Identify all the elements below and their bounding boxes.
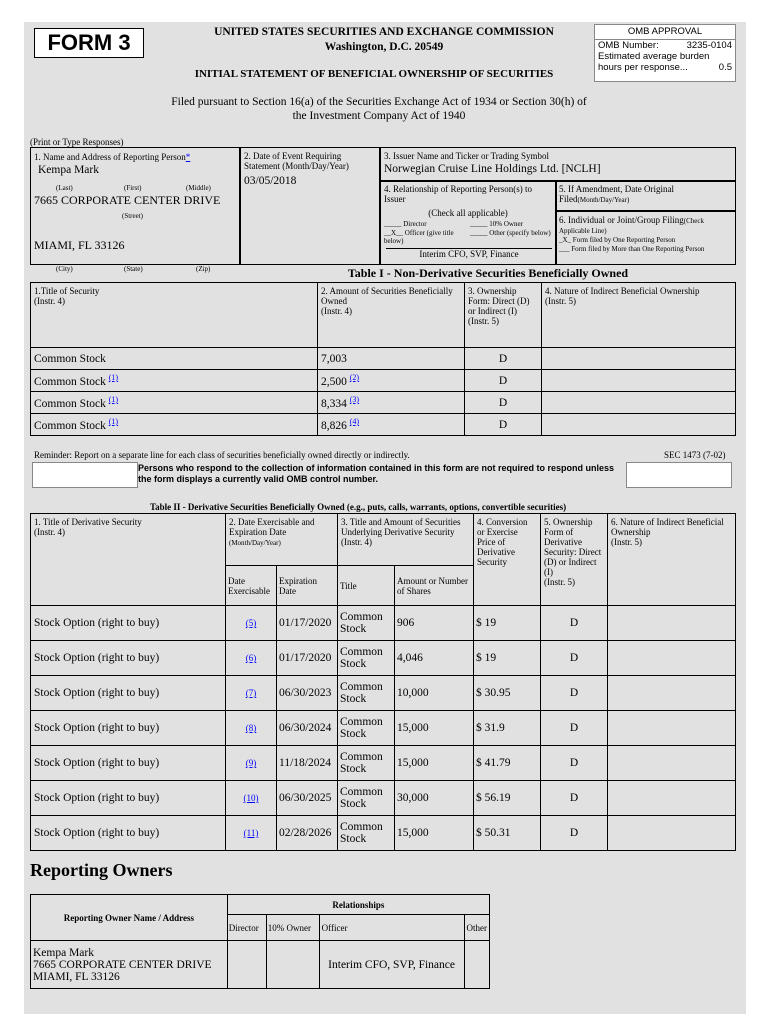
- omb-hours-value: 0.5: [718, 62, 732, 73]
- issuer-name-value: Norwegian Cruise Line Holdings Ltd. [NCLH]: [384, 163, 601, 175]
- underlying-title: Common Stock: [338, 746, 395, 781]
- derivative-title: Stock Option (right to buy): [31, 606, 226, 641]
- filed-pursuant-line1: Filed pursuant to Section 16(a) of the Securities Exchange Act of 1934 or Section 30(h) of: [171, 96, 587, 108]
- reminder-text: Reminder: Report on a separate line for each class of securities beneficially owned directly or indirectly.: [34, 450, 410, 460]
- ownership-form: D: [541, 746, 608, 781]
- security-amount: 8,334: [321, 397, 347, 410]
- other-label: _____ Other (specify below): [470, 229, 551, 237]
- expiration-date: 06/30/2024: [277, 711, 338, 746]
- agency-location: Washington, D.C. 20549: [324, 41, 444, 53]
- table-row: [31, 746, 736, 781]
- exercise-price: $ 19: [474, 641, 541, 676]
- name-last-label: (Last): [56, 184, 73, 192]
- table-row: [31, 606, 736, 641]
- owners-col-director: Director: [227, 915, 266, 941]
- ownership-nature: [608, 746, 736, 781]
- security-title: Common Stock: [34, 397, 106, 410]
- security-amount: 7,003: [321, 352, 347, 365]
- footnote-link[interactable]: (10): [243, 793, 259, 803]
- table2-header-dates-sub: (Month/Day/Year): [229, 539, 281, 547]
- reporting-owners-heading: Reporting Owners: [30, 860, 173, 880]
- box4-label: 4. Relationship of Reporting Person(s) to Issuer: [384, 184, 532, 204]
- security-form: D: [465, 392, 542, 414]
- box4-check-note: (Check all applicable): [428, 208, 508, 218]
- table1: [30, 282, 736, 436]
- ownership-form: D: [541, 676, 608, 711]
- table2-header-underlying: 3. Title and Amount of Securities Underlying Derivative Security (Instr. 4): [338, 514, 474, 566]
- agency-name: UNITED STATES SECURITIES AND EXCHANGE COMMISSION: [214, 26, 554, 38]
- underlying-shares: 10,000: [395, 676, 474, 711]
- table2-header-shares: Amount or Number of Shares: [395, 566, 474, 606]
- table2-title: Table II - Derivative Securities Beneficially Owned (e.g., puts, calls, warrants, options, convertible securities): [150, 502, 567, 512]
- box3-label: 3. Issuer Name and Ticker or Trading Symbol: [384, 151, 549, 161]
- security-form: D: [465, 370, 542, 392]
- table-row: [31, 711, 736, 746]
- security-nature: [542, 370, 736, 392]
- underlying-shares: 15,000: [395, 816, 474, 851]
- underlying-title: Common Stock: [338, 781, 395, 816]
- underlying-title: Common Stock: [338, 711, 395, 746]
- table1-header-amount: 2. Amount of Securities Beneficially Owned (Instr. 4): [318, 283, 465, 348]
- ownership-form: D: [541, 816, 608, 851]
- footnote-link[interactable]: (4): [349, 417, 360, 427]
- city-state-zip: MIAMI, FL 33126: [34, 238, 125, 252]
- security-nature: [542, 348, 736, 370]
- owners-col-relationships: Relationships: [227, 895, 489, 915]
- table-row: [31, 414, 736, 436]
- table-row: [31, 816, 736, 851]
- event-date-value: 03/05/2018: [244, 175, 297, 187]
- underlying-title: Common Stock: [338, 676, 395, 711]
- table2-header-form: 5. Ownership Form of Derivative Security: Direct (D) or Indirect (I) (Instr. 5): [541, 514, 608, 606]
- footnote-link[interactable]: (2): [349, 373, 360, 383]
- exercise-price: $ 41.79: [474, 746, 541, 781]
- filed-pursuant-line2: the Investment Company Act of 1940: [292, 110, 466, 122]
- expiration-date: 11/18/2024: [277, 746, 338, 781]
- box1-label: 1. Name and Address of Reporting Person: [34, 152, 186, 162]
- derivative-title: Stock Option (right to buy): [31, 781, 226, 816]
- derivative-title: Stock Option (right to buy): [31, 641, 226, 676]
- table-row: [31, 781, 736, 816]
- derivative-title: Stock Option (right to buy): [31, 746, 226, 781]
- exercise-price: $ 31.9: [474, 711, 541, 746]
- exercise-price: $ 19: [474, 606, 541, 641]
- underlying-shares: 906: [395, 606, 474, 641]
- exercise-price: $ 50.31: [474, 816, 541, 851]
- footnote-link[interactable]: (1): [108, 417, 119, 427]
- exercise-price: $ 56.19: [474, 781, 541, 816]
- director-label: Director: [403, 220, 427, 228]
- table1-header-nature: 4. Nature of Indirect Beneficial Ownership (Instr. 5): [542, 283, 736, 348]
- ownership-nature: [608, 606, 736, 641]
- omb-hours-label: hours per response...: [598, 62, 688, 73]
- box6-line1: _X_ Form filed by One Reporting Person: [559, 236, 676, 244]
- underlying-title: Common Stock: [338, 816, 395, 851]
- reporting-owners-table: [30, 894, 490, 989]
- form-page: [24, 22, 746, 1014]
- table1-header-title: 1.Title of Security (Instr. 4): [31, 283, 318, 348]
- security-title: Common Stock: [34, 375, 106, 388]
- ownership-form: D: [541, 606, 608, 641]
- underlying-shares: 15,000: [395, 746, 474, 781]
- reporting-person-name: Kempa Mark: [38, 164, 99, 176]
- street-address: 7665 CORPORATE CENTER DRIVE: [34, 193, 221, 207]
- footnote-link[interactable]: (1): [108, 373, 119, 383]
- owners-col-officer: Officer: [319, 915, 464, 941]
- expiration-date: 02/28/2026: [277, 816, 338, 851]
- ownership-form: D: [541, 641, 608, 676]
- omb-approval-box: [594, 24, 736, 82]
- footnote-link[interactable]: (11): [243, 828, 259, 838]
- statement-title: INITIAL STATEMENT OF BENEFICIAL OWNERSHIP OF SECURITIES: [194, 68, 554, 80]
- expiration-date: 01/17/2020: [277, 606, 338, 641]
- expiration-date: 06/30/2023: [277, 676, 338, 711]
- omb-title: OMB APPROVAL: [595, 25, 735, 40]
- security-title: Common Stock: [34, 419, 106, 432]
- box6-label: 6. Individual or Joint/Group Filing: [559, 215, 684, 225]
- street-label: (Street): [122, 212, 143, 220]
- owner-street: 7665 CORPORATE CENTER DRIVE: [33, 958, 212, 971]
- table2-header-title: 1. Title of Derivative Security (Instr. 4): [31, 514, 226, 606]
- box1-asterisk-link[interactable]: *: [185, 152, 191, 162]
- table2: [30, 513, 736, 851]
- officer-title-value: Interim CFO, SVP, Finance: [386, 248, 552, 259]
- security-form: D: [465, 348, 542, 370]
- owner-other-cell: [464, 941, 490, 989]
- derivative-title: Stock Option (right to buy): [31, 711, 226, 746]
- owner-city: MIAMI, FL 33126: [33, 970, 120, 983]
- ownership-nature: [608, 641, 736, 676]
- owner-10-cell: [266, 941, 319, 989]
- footnote-link[interactable]: (5): [245, 618, 257, 628]
- table1-title: Table I - Non-Derivative Securities Beneficially Owned: [347, 266, 629, 280]
- ownership-form: D: [541, 711, 608, 746]
- footnote-link[interactable]: (3): [349, 395, 360, 405]
- underlying-title: Common Stock: [338, 641, 395, 676]
- security-nature: [542, 414, 736, 436]
- table2-header-dates: 2. Date Exercisable and Expiration Date: [229, 517, 315, 537]
- director-blank: _____: [384, 220, 402, 228]
- derivative-title: Stock Option (right to buy): [31, 676, 226, 711]
- box6-sub: (Check Applicable Line): [559, 217, 704, 235]
- owners-col-name: Reporting Owner Name / Address: [31, 895, 228, 941]
- security-nature: [542, 392, 736, 414]
- box2-label: 2. Date of Event Requiring Statement (Month/Day/Year): [244, 151, 349, 171]
- omb-number-value: 3235-0104: [686, 40, 732, 51]
- derivative-title: Stock Option (right to buy): [31, 816, 226, 851]
- table2-header-stitle: Title: [338, 566, 395, 606]
- print-note: (Print or Type Responses): [30, 137, 124, 147]
- ownership-nature: [608, 711, 736, 746]
- ownership-nature: [608, 816, 736, 851]
- form-number-label: FORM 3: [34, 28, 144, 58]
- ownership-nature: [608, 781, 736, 816]
- security-amount: 2,500: [321, 375, 347, 388]
- table-row: [31, 392, 736, 414]
- notice-blank-right: [626, 462, 732, 488]
- expiration-date: 01/17/2020: [277, 641, 338, 676]
- table2-header-price: 4. Conversion or Exercise Price of Derivative Security: [474, 514, 541, 606]
- persons-notice: Persons who respond to the collection of information contained in this form are not required to respond unless the form displays a currently valid OMB control number.: [138, 463, 615, 484]
- owner-officer-value: Interim CFO, SVP, Finance: [319, 941, 464, 989]
- underlying-shares: 15,000: [395, 711, 474, 746]
- security-amount: 8,826: [321, 419, 347, 432]
- table-row: [31, 676, 736, 711]
- sec-code: SEC 1473 (7-02): [664, 450, 726, 460]
- ownership-nature: [608, 676, 736, 711]
- footnote-link[interactable]: (7): [245, 688, 257, 698]
- owners-col-other: Other: [464, 915, 490, 941]
- table2-header-expiration: Expiration Date: [277, 566, 338, 606]
- ownership-form: D: [541, 781, 608, 816]
- table-row: [31, 370, 736, 392]
- table2-header-exercisable: Date Exercisable: [226, 566, 277, 606]
- security-title: Common Stock: [34, 352, 106, 365]
- notice-blank-left: [32, 462, 138, 488]
- city-label: (City): [56, 265, 73, 273]
- footnote-link[interactable]: (9): [245, 758, 257, 768]
- footnote-link[interactable]: (6): [245, 653, 257, 663]
- footnote-link[interactable]: (8): [245, 723, 257, 733]
- table1-header-form: 3. Ownership Form: Direct (D) or Indirect (I) (Instr. 5): [465, 283, 542, 348]
- box5-sub: (Month/Day/Year): [577, 196, 630, 204]
- table2-header-nature: 6. Nature of Indirect Beneficial Ownership (Instr. 5): [608, 514, 736, 606]
- expiration-date: 06/30/2025: [277, 781, 338, 816]
- exercise-price: $ 30.95: [474, 676, 541, 711]
- box6-line2: ___ Form filed by More than One Reporting Person: [559, 245, 705, 253]
- underlying-shares: 30,000: [395, 781, 474, 816]
- security-form: D: [465, 414, 542, 436]
- officer-label: __X__ Officer (give title below): [384, 229, 454, 245]
- name-first-label: (First): [124, 184, 142, 192]
- table-row: [31, 641, 736, 676]
- omb-burden-label: Estimated average burden: [598, 51, 710, 62]
- table-row: [31, 941, 490, 989]
- underlying-title: Common Stock: [338, 606, 395, 641]
- omb-number-label: OMB Number:: [598, 40, 659, 51]
- table-row: [31, 348, 736, 370]
- owner-name: Kempa Mark: [33, 946, 94, 959]
- footnote-link[interactable]: (1): [108, 395, 119, 405]
- state-label: (State): [124, 265, 143, 273]
- owners-col-10: 10% Owner: [266, 915, 319, 941]
- owner-director-cell: [227, 941, 266, 989]
- zip-label: (Zip): [196, 265, 211, 273]
- box5-label: 5. If Amendment, Date Original Filed: [559, 184, 674, 204]
- underlying-shares: 4,046: [395, 641, 474, 676]
- name-middle-label: (Middle): [186, 184, 211, 192]
- ten-owner-label: _____ 10% Owner: [470, 220, 523, 228]
